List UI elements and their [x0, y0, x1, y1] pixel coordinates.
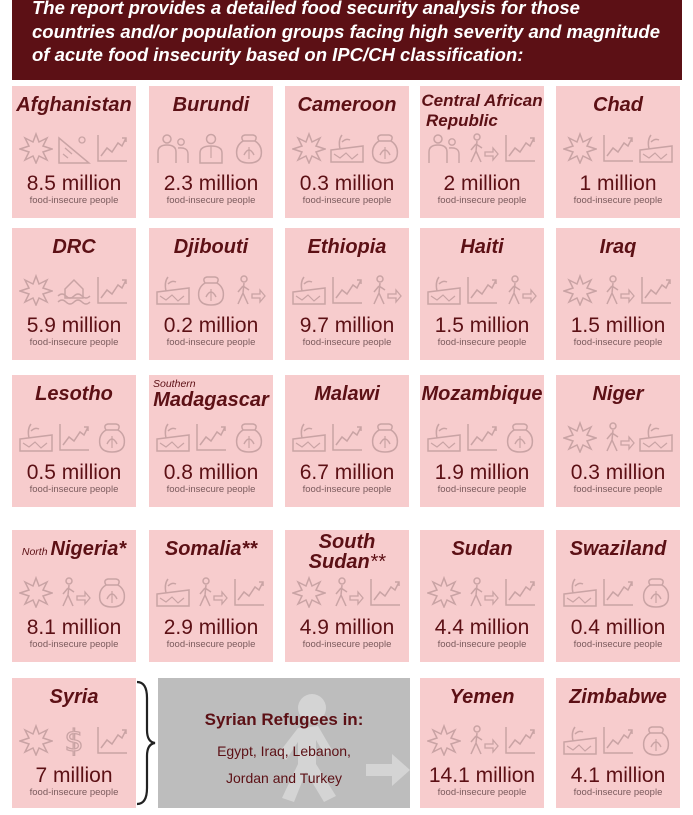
country-card — [556, 530, 680, 662]
country-card — [420, 678, 544, 808]
brace-icon — [133, 678, 159, 808]
country-name-text: Madagascar — [153, 389, 269, 411]
trend-icon — [95, 274, 129, 306]
country-card — [149, 86, 273, 218]
driver-icons — [153, 574, 269, 610]
unit-label: food-insecure people — [29, 639, 119, 650]
unit-label: food-insecure people — [166, 484, 256, 495]
money-bag-icon — [503, 421, 537, 453]
refugees-title: Syrian Refugees in: — [204, 710, 364, 729]
displacement-icon — [194, 576, 228, 608]
dry-crop-icon — [19, 421, 53, 453]
syrian-refugees-card — [158, 678, 410, 808]
country-card — [420, 228, 544, 360]
country-name: Zimbabwe — [569, 686, 667, 708]
header-banner — [12, 0, 682, 80]
trend-icon — [95, 724, 129, 756]
trend-icon — [601, 724, 635, 756]
food-insecure-count: 0.8 million — [163, 461, 259, 484]
dry-crop-icon — [563, 576, 597, 608]
unit-label: food-insecure people — [437, 639, 527, 650]
country-card — [556, 375, 680, 507]
crisis-burst-icon — [427, 576, 461, 608]
unit-label: food-insecure people — [302, 337, 392, 348]
trend-icon — [368, 576, 402, 608]
trend-icon — [639, 274, 673, 306]
trend-icon — [330, 274, 364, 306]
crisis-burst-icon — [563, 274, 597, 306]
trend-icon — [465, 421, 499, 453]
flood-icon — [57, 274, 91, 306]
driver-icons — [16, 419, 132, 455]
dry-crop-icon — [563, 724, 597, 756]
money-bag-icon — [194, 274, 228, 306]
food-insecure-count: 4.4 million — [434, 616, 530, 639]
driver-icons — [16, 272, 132, 308]
food-insecure-count: 5.9 million — [26, 314, 122, 337]
money-bag-icon — [232, 132, 266, 164]
country-card — [556, 228, 680, 360]
driver-icons — [424, 574, 540, 610]
person-icon — [194, 132, 228, 164]
driver-icons — [153, 130, 269, 166]
unit-label: food-insecure people — [29, 484, 119, 495]
displacement-icon — [368, 274, 402, 306]
dry-crop-icon — [639, 132, 673, 164]
unit-label: food-insecure people — [573, 787, 663, 798]
trend-icon — [503, 576, 537, 608]
trend-icon — [57, 421, 91, 453]
people-icon — [427, 132, 461, 164]
unit-label: food-insecure people — [166, 195, 256, 206]
food-insecure-count: 4.9 million — [299, 616, 395, 639]
unit-label: food-insecure people — [29, 195, 119, 206]
country-card — [420, 375, 544, 507]
money-bag-icon — [95, 576, 129, 608]
unit-label: food-insecure people — [437, 787, 527, 798]
svg-text:$: $ — [64, 724, 84, 756]
trend-icon — [601, 576, 635, 608]
crisis-burst-icon — [563, 421, 597, 453]
country-card — [149, 530, 273, 662]
country-card — [12, 86, 136, 218]
country-card — [420, 86, 544, 218]
unit-label: food-insecure people — [437, 484, 527, 495]
trend-icon — [194, 421, 228, 453]
driver-icons — [424, 419, 540, 455]
driver-icons — [16, 722, 132, 758]
dry-crop-icon — [427, 274, 461, 306]
crisis-burst-icon — [563, 132, 597, 164]
country-name: Syria — [49, 686, 99, 708]
food-insecure-count: 0.5 million — [26, 461, 122, 484]
driver-icons — [560, 419, 676, 455]
food-insecure-count: 6.7 million — [299, 461, 395, 484]
trend-icon — [232, 576, 266, 608]
trend-icon — [95, 132, 129, 164]
trend-icon — [330, 421, 364, 453]
country-name-line: Sudan** — [308, 551, 386, 573]
money-bag-icon — [95, 421, 129, 453]
country-name: Yemen — [449, 686, 515, 708]
driver-icons — [560, 272, 676, 308]
food-insecure-count: 1.5 million — [570, 314, 666, 337]
crisis-burst-icon — [19, 132, 53, 164]
displacement-icon — [465, 576, 499, 608]
food-insecure-count: 2.3 million — [163, 172, 259, 195]
country-name: Malawi — [314, 383, 380, 405]
country-card — [285, 375, 409, 507]
food-insecure-count: 4.1 million — [570, 764, 666, 787]
driver-icons — [153, 419, 269, 455]
country-name: Sudan — [451, 538, 513, 560]
country-card — [285, 228, 409, 360]
food-insecure-count: 1.5 million — [434, 314, 530, 337]
unit-label: food-insecure people — [302, 639, 392, 650]
trend-icon — [503, 724, 537, 756]
driver-icons — [560, 574, 676, 610]
unit-label: food-insecure people — [29, 337, 119, 348]
food-insecure-count: 1 million — [579, 172, 657, 195]
money-bag-icon — [368, 421, 402, 453]
food-insecure-count: 1.9 million — [434, 461, 530, 484]
food-insecure-count: 9.7 million — [299, 314, 395, 337]
unit-label: food-insecure people — [166, 337, 256, 348]
unit-label: food-insecure people — [573, 337, 663, 348]
country-card — [285, 86, 409, 218]
driver-icons — [424, 130, 540, 166]
dry-crop-icon — [330, 132, 364, 164]
country-name: Afghanistan — [16, 94, 132, 116]
food-insecure-count: 0.2 million — [163, 314, 259, 337]
unit-label: food-insecure people — [29, 787, 119, 798]
crisis-burst-icon — [19, 724, 53, 756]
trend-icon — [503, 132, 537, 164]
money-bag-icon — [368, 132, 402, 164]
country-name — [149, 379, 273, 410]
driver-icons — [560, 722, 676, 758]
refugees-line-1: Egypt, Iraq, Lebanon, — [217, 743, 351, 759]
driver-icons — [153, 272, 269, 308]
dry-crop-icon — [292, 421, 326, 453]
dry-crop-icon — [156, 421, 190, 453]
country-card — [420, 530, 544, 662]
driver-icons — [16, 574, 132, 610]
country-name: Niger — [592, 383, 644, 405]
country-name-text: Nigeria* — [50, 538, 127, 560]
food-insecure-count: 0.3 million — [570, 461, 666, 484]
country-card — [556, 86, 680, 218]
food-insecure-count: 0.4 million — [570, 616, 666, 639]
country-name-line: Central African — [421, 91, 543, 110]
country-name: Cameroon — [297, 94, 397, 116]
landslide-icon — [57, 132, 91, 164]
country-name: Mozambique — [421, 383, 543, 405]
displacement-icon — [601, 421, 635, 453]
food-insecure-count: 0.3 million — [299, 172, 395, 195]
driver-icons — [560, 130, 676, 166]
unit-label: food-insecure people — [437, 195, 527, 206]
country-card — [149, 228, 273, 360]
country-prefix: North — [21, 546, 48, 558]
country-name: Ethiopia — [307, 236, 387, 258]
country-card — [285, 530, 409, 662]
crisis-burst-icon — [292, 132, 326, 164]
money-bag-icon — [639, 576, 673, 608]
country-name: Chad — [593, 94, 643, 116]
country-card — [12, 530, 136, 662]
crisis-burst-icon — [292, 576, 326, 608]
country-name — [285, 532, 409, 572]
food-insecure-count: 2.9 million — [163, 616, 259, 639]
driver-icons — [424, 272, 540, 308]
dry-crop-icon — [292, 274, 326, 306]
country-prefix: Southern — [153, 378, 196, 390]
country-card — [12, 375, 136, 507]
crisis-burst-icon — [19, 274, 53, 306]
displacement-icon — [232, 274, 266, 306]
food-insecure-count: 2 million — [443, 172, 521, 195]
driver-icons — [289, 130, 405, 166]
food-insecure-count: 8.5 million — [26, 172, 122, 195]
money-bag-icon — [232, 421, 266, 453]
driver-icons — [289, 419, 405, 455]
dry-crop-icon — [427, 421, 461, 453]
displacement-icon — [465, 724, 499, 756]
country-name: Iraq — [599, 236, 637, 258]
money-bag-icon — [639, 724, 673, 756]
food-insecure-count: 14.1 million — [428, 764, 536, 787]
refugees-line-2: Jordan and Turkey — [226, 770, 342, 786]
unit-label: food-insecure people — [573, 195, 663, 206]
trend-icon — [601, 132, 635, 164]
driver-icons — [424, 722, 540, 758]
country-name-line: South — [318, 531, 376, 553]
country-name — [420, 91, 544, 131]
unit-label: food-insecure people — [573, 484, 663, 495]
country-name: Burundi — [172, 94, 250, 116]
country-name: Somalia** — [164, 538, 258, 560]
food-insecure-count: 8.1 million — [26, 616, 122, 639]
unit-label: food-insecure people — [437, 337, 527, 348]
header-text: The report provides a detailed food security analysis for those countries and/or population groups facing high severity and magnitude of acute food insecurity based on IPC/CH classification: — [32, 0, 661, 65]
country-name: Lesotho — [35, 383, 113, 405]
unit-label: food-insecure people — [302, 195, 392, 206]
country-name: Swaziland — [569, 538, 667, 560]
displacement-icon — [57, 576, 91, 608]
country-name — [12, 538, 136, 563]
country-name: Djibouti — [173, 236, 249, 258]
country-name: Haiti — [460, 236, 504, 258]
food-insecure-count: 7 million — [35, 764, 113, 787]
dry-crop-icon — [156, 576, 190, 608]
driver-icons — [289, 272, 405, 308]
crisis-burst-icon — [19, 576, 53, 608]
driver-icons — [289, 574, 405, 610]
country-card — [556, 678, 680, 808]
displacement-icon — [465, 132, 499, 164]
displacement-icon — [601, 274, 635, 306]
displacement-icon — [330, 576, 364, 608]
crisis-burst-icon — [427, 724, 461, 756]
displacement-icon — [503, 274, 537, 306]
unit-label: food-insecure people — [573, 639, 663, 650]
country-name-line: Republic — [426, 111, 498, 130]
dry-crop-icon — [639, 421, 673, 453]
dollar-icon — [57, 724, 91, 756]
unit-label: food-insecure people — [166, 639, 256, 650]
unit-label: food-insecure people — [302, 484, 392, 495]
country-card — [149, 375, 273, 507]
country-name: DRC — [52, 236, 96, 258]
country-card — [12, 228, 136, 360]
country-card — [12, 678, 136, 808]
people-icon — [156, 132, 190, 164]
trend-icon — [465, 274, 499, 306]
dry-crop-icon — [156, 274, 190, 306]
driver-icons — [16, 130, 132, 166]
